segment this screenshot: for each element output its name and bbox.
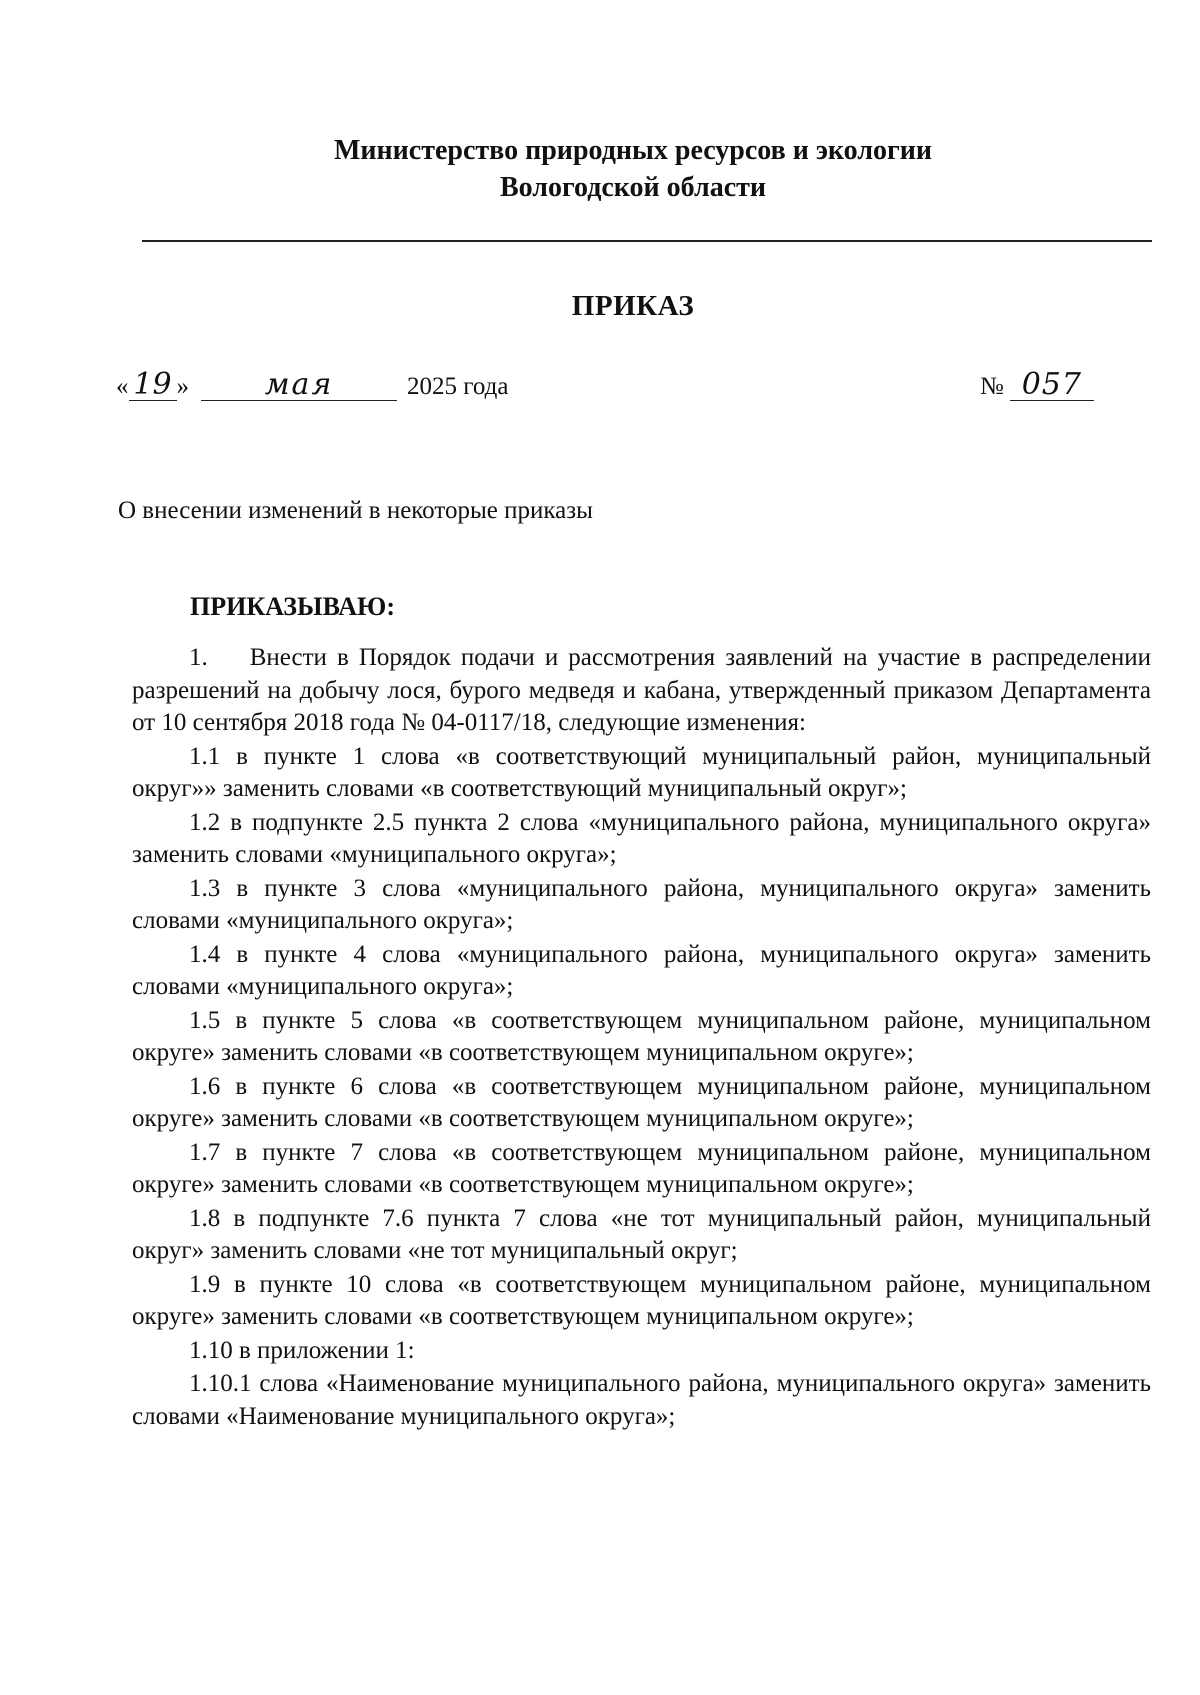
paragraph-item-1-9: 1.9 в пункте 10 слова «в соответствующем муниципальном районе, муниципальном округе» заменить словами «в соответствующем муниципальном округе»; xyxy=(132,1270,1151,1330)
paragraph-item-1-6: 1.6 в пункте 6 слова «в соответствующем муниципальном районе, муниципальном округе» заменить словами «в соответствующем муниципальном округе»; xyxy=(132,1072,1151,1132)
paragraph-item-1-7: 1.7 в пункте 7 слова «в соответствующем муниципальном районе, муниципальном округе» заменить словами «в соответствующем муниципальном округе»; xyxy=(132,1138,1151,1198)
paragraph-item-1-4: 1.4 в пункте 4 слова «муниципального района, муниципального округа» заменить словами «муниципального округа»; xyxy=(132,940,1151,1000)
order-directive: ПРИКАЗЫВАЮ: xyxy=(190,592,395,621)
region-name: Вологодской области xyxy=(499,172,767,203)
ministry-header xyxy=(0,132,1200,206)
paragraph-item-1-8: 1.8 в подпункте 7.6 пункта 7 слова «не тот муниципальный район, муниципальный округ» заменить словами «не тот муниципальный округ; xyxy=(132,1204,1151,1264)
date-close-quote: » xyxy=(176,373,189,400)
paragraph-item-1-2: 1.2 в подпункте 2.5 пункта 2 слова «муниципального района, муниципального округа» заменить словами «муниципального округа»; xyxy=(132,808,1151,868)
paragraph-item-1-1: 1.1 в пункте 1 слова «в соответствующий муниципальный район, муниципальный округ»» заменить словами «в соответствующий муниципальный округ»; xyxy=(132,742,1151,802)
document-title: ПРИКАЗ xyxy=(571,290,695,322)
ministry-name: Министерство природных ресурсов и экологии xyxy=(333,135,933,166)
date-open-quote: « xyxy=(116,373,129,400)
number-handwritten: 057 xyxy=(1010,370,1094,401)
date-month-handwritten: мая xyxy=(201,370,397,401)
paragraph-item-1-3: 1.3 в пункте 3 слова «муниципального района, муниципального округа» заменить словами «муниципального округа»; xyxy=(132,874,1151,934)
item-number: 1. xyxy=(189,644,208,671)
document-subject: О внесении изменений в некоторые приказы xyxy=(118,497,593,524)
paragraph-item-1-10-1: 1.10.1 слова «Наименование муниципального района, муниципального округа» заменить словами «Наименование муниципального округа»; xyxy=(132,1370,1151,1430)
order-number xyxy=(980,367,1094,402)
paragraph-item-1-10: 1.10 в приложении 1: xyxy=(189,1336,415,1364)
date-day-handwritten: 19 xyxy=(129,370,177,401)
number-sign: № xyxy=(980,373,1004,400)
paragraph-item-1 xyxy=(132,642,1151,740)
date-year: 2025 года xyxy=(407,373,509,400)
header-divider xyxy=(142,240,1152,242)
order-date xyxy=(116,367,509,402)
paragraph-item-1-5: 1.5 в пункте 5 слова «в соответствующем муниципальном районе, муниципальном округе» заменить словами «в соответствующем муниципальном округе»; xyxy=(132,1006,1151,1066)
document-body xyxy=(132,642,1151,1434)
item-text: Внести в Порядок подачи и рассмотрения заявлений на участие в распределении разрешений на добычу лося, бурого медведя и кабана, утвержденный приказом Департамента от 10 сентября 2018 года № 04-0117/18, следующие изменения: xyxy=(132,644,1151,736)
